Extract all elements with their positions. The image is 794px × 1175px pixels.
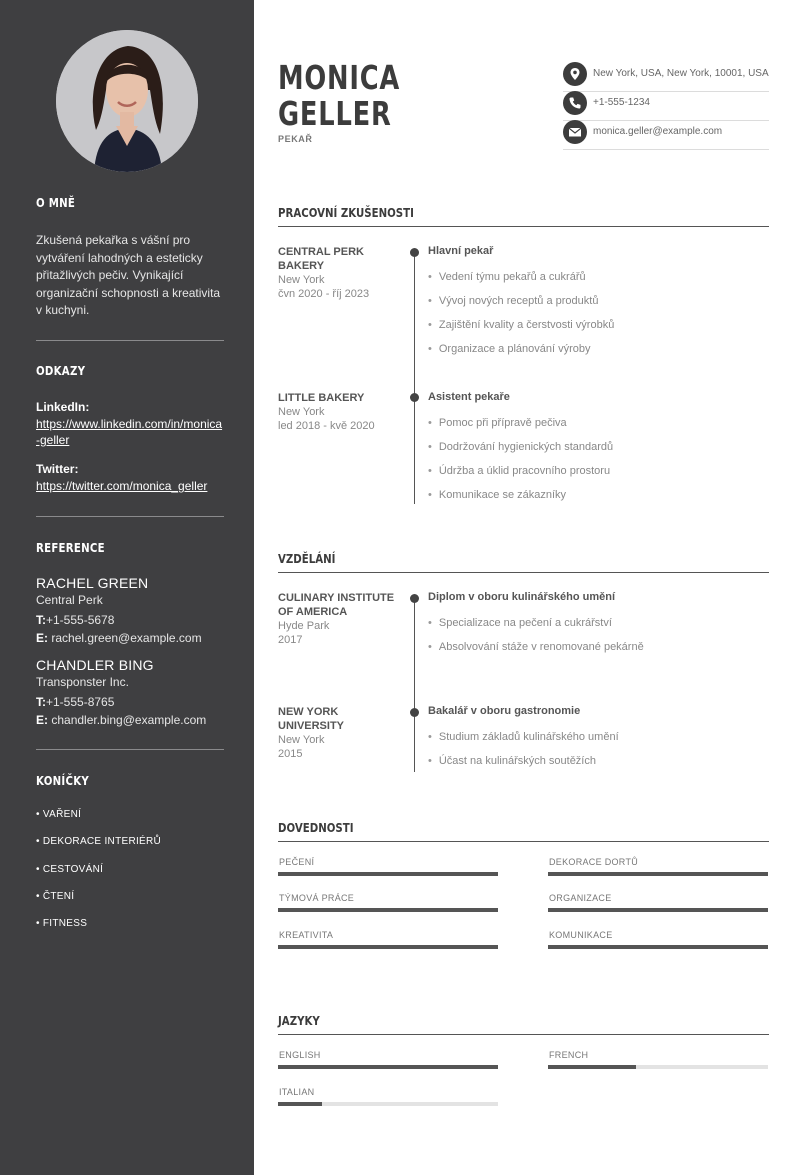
education-entry-meta [278,591,398,647]
skill-level-fill [278,872,498,876]
reference-item [36,575,224,647]
hobby-item: • DEKORACE INTERIÉRŮ [36,836,162,847]
timeline-dot [410,708,419,717]
language-level-fill [278,1065,498,1069]
phone-text: +1-555-1234 [593,97,650,108]
skill-level-fill [548,945,768,949]
experience-heading: PRACOVNÍ ZKUŠENOSTI [278,206,769,227]
list-item: • Údržba a úklid pracovního prostoru [428,465,610,477]
skill-level-fill [278,945,498,949]
candidate-name [278,60,400,132]
skill-item [548,857,768,876]
sidebar-divider [36,749,224,750]
skill-item [548,930,768,949]
school-location: Hyde Park [278,620,330,632]
list-item: • Studium základů kulinářského umění [428,731,619,743]
contact-email [563,120,769,150]
languages-heading: JAZYKY [278,1014,769,1035]
link-label: LinkedIn: [36,400,90,414]
reference-phone: T:+1-555-5678 [36,613,115,627]
hobbies-heading: KONÍČKY [36,774,90,788]
graduation-year: 2017 [278,634,303,646]
contact-address [563,62,769,92]
sidebar [0,0,254,1175]
language-level-bar [278,1065,498,1069]
hobby-item: • FITNESS [36,918,88,929]
email-text: monica.geller@example.com [593,126,723,137]
timeline-dot [410,393,419,402]
list-item: • Zajištění kvality a čerstvosti výrobků [428,319,614,331]
about-heading: O MNĚ [36,196,76,210]
list-item: • Dodržování hygienických standardů [428,441,613,453]
link-linkedin [36,400,224,448]
skill-name: PEČENÍ [279,857,315,867]
timeline-dot [410,248,419,257]
reference-email: E: chandler.bing@example.com [36,713,207,727]
sidebar-divider [36,516,224,517]
reference-name: CHANDLER BING [36,657,154,673]
language-name: ITALIAN [279,1087,315,1097]
degree-title: Diplom v oboru kulinářského umění [428,591,616,603]
list-item: • Pomoc při přípravě pečiva [428,417,567,429]
list-item: • Vedení týmu pekařů a cukrářů [428,271,586,283]
list-item: • Absolvování stáže v renomované pekárně [428,641,644,653]
reference-name: RACHEL GREEN [36,575,149,591]
employment-dates: led 2018 - kvě 2020 [278,420,375,432]
reference-email: E: rachel.green@example.com [36,631,202,645]
skill-name: KREATIVITA [279,930,334,940]
contact-phone [563,91,769,121]
skill-item [278,893,498,912]
timeline-dot [410,594,419,603]
graduation-year: 2015 [278,748,303,760]
language-name: ENGLISH [279,1050,321,1060]
education-heading: VZDĚLÁNÍ [278,552,769,573]
language-item [548,1050,768,1069]
hobby-item: • CESTOVÁNÍ [36,864,104,875]
skill-level-fill [548,908,768,912]
link-twitter [36,462,224,494]
school-location: New York [278,734,325,746]
list-item: • Vývoj nových receptů a produktů [428,295,598,307]
language-level-fill [548,1065,636,1069]
language-name: FRENCH [549,1050,589,1060]
envelope-icon [563,120,587,144]
employer-name: LITTLE BAKERY [278,392,365,404]
skill-level-bar [278,945,498,949]
experience-entry-meta [278,245,398,301]
language-level-fill [278,1102,322,1106]
references-section [36,541,224,729]
skill-item [548,893,768,912]
employer-location: New York [278,406,325,418]
reference-company: Central Perk [36,593,103,607]
skill-level-bar [278,872,498,876]
phone-icon [563,91,587,115]
language-level-bar [278,1102,498,1106]
school-name: NEW YORK UNIVERSITY [278,706,345,732]
employer-name: CENTRAL PERK BAKERY [278,246,364,272]
experience-entry-meta [278,391,398,433]
list-item: • Organizace a plánování výroby [428,343,591,355]
linkedin-link[interactable]: https://www.linkedin.com/in/monica-geller [36,417,223,447]
skill-item [278,930,498,949]
links-heading: ODKAZY [36,364,86,378]
skill-level-fill [548,872,768,876]
last-name: GELLER [278,94,392,133]
links-section [36,364,224,494]
avatar [56,30,198,172]
list-item: • Účast na kulinářských soutěžích [428,755,596,767]
skill-name: DEKORACE DORTŮ [549,857,639,867]
position-title: Asistent pekaře [428,391,510,403]
skill-name: TÝMOVÁ PRÁCE [279,893,355,903]
hobby-item: • VAŘENÍ [36,809,82,820]
employer-location: New York [278,274,325,286]
skill-item [278,857,498,876]
employment-dates: čvn 2020 - říj 2023 [278,288,370,300]
language-item [278,1050,498,1069]
first-name: MONICA [278,58,401,97]
degree-title: Bakalář v oboru gastronomie [428,705,581,717]
school-name: CULINARY INSTITUTE OF AMERICA [278,592,395,618]
location-pin-icon [563,62,587,86]
skill-name: ORGANIZACE [549,893,612,903]
hobbies-section [36,774,224,788]
skill-level-bar [548,908,768,912]
list-item: • Komunikace se zákazníky [428,489,566,501]
sidebar-divider [36,340,224,341]
about-text: Zkušená pekařka s vášní pro vytváření lahodných a esteticky přitažlivých pečiv. Vynikající organizační schopnosti a kreativita v kuchyni. [36,233,221,317]
skill-level-fill [278,908,498,912]
skill-level-bar [278,908,498,912]
experience-timeline [414,252,415,504]
reference-item [36,657,224,729]
education-timeline [414,598,415,772]
education-entry-meta [278,705,398,761]
reference-phone: T:+1-555-8765 [36,695,115,709]
skill-level-bar [548,945,768,949]
about-section [36,196,224,320]
address-text: New York, USA, New York, 10001, USA [593,68,769,79]
link-label: Twitter: [36,462,79,476]
language-item [278,1087,498,1106]
hobby-item: • ČTENÍ [36,891,75,902]
skill-name: KOMUNIKACE [549,930,613,940]
position-title: Hlavní pekař [428,245,494,257]
skill-level-bar [548,872,768,876]
language-level-bar [548,1065,768,1069]
list-item: • Specializace na pečení a cukrářství [428,617,612,629]
job-title: PEKAŘ [278,134,313,144]
references-heading: REFERENCE [36,541,105,555]
reference-company: Transponster Inc. [36,675,129,689]
skills-heading: DOVEDNOSTI [278,821,769,842]
twitter-link[interactable]: https://twitter.com/monica_geller [36,479,208,493]
